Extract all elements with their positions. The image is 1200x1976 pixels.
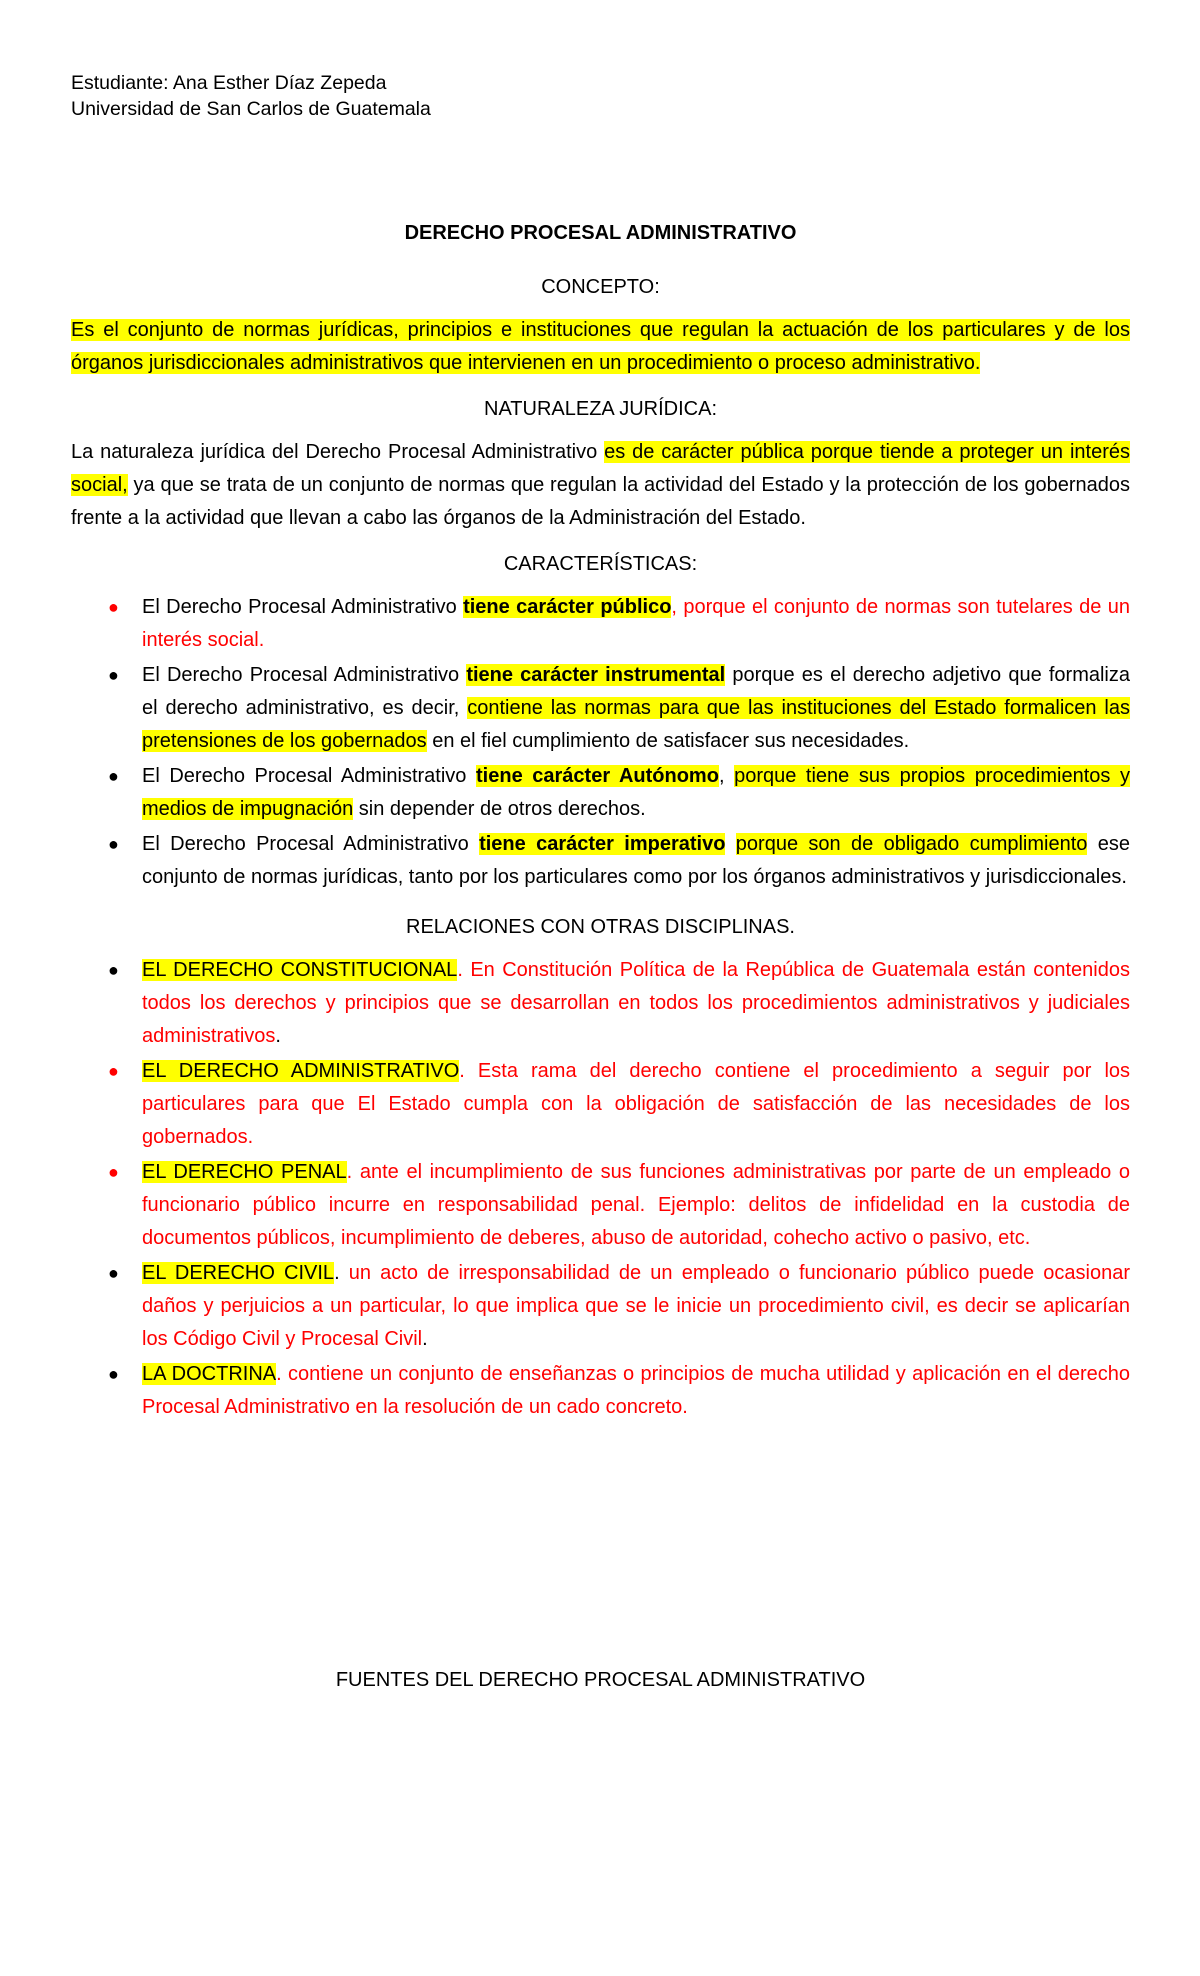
item-keyword: tiene carácter Autónomo [476, 765, 719, 787]
list-item [71, 954, 1130, 1053]
item-red-text: . ante el incumplimiento de sus funciones administrativas por parte de un empleado o funcionario público incurre en responsabilidad penal. Ejemplo: delitos de infidelidad en la custodia de documentos públicos, incumplimiento de deberes, abuso de autoridad, cohecho activo o pasivo, etc. [142, 1161, 1130, 1249]
list-item [71, 591, 1130, 657]
item-highlight: porque tiene sus propios procedimientos y medios de impugnación [142, 765, 1130, 820]
section-heading-fuentes: FUENTES DEL DERECHO PROCESAL ADMINISTRATIVO [335, 1669, 866, 1691]
bullet-icon: ● [108, 1061, 119, 1081]
concepto-paragraph [71, 314, 1130, 380]
item-text: El Derecho Procesal Administrativo [142, 664, 467, 686]
list-item [71, 659, 1130, 758]
discipline-label: EL DERECHO CONSTITUCIONAL [142, 959, 458, 981]
item-text: . [334, 1262, 340, 1284]
discipline-label: EL DERECHO PENAL [142, 1161, 347, 1183]
naturaleza-text-c: ya que se trata de un conjunto de normas que regulan la actividad del Estado y la protección de los gobernados frente a la actividad que llevan a cabo las órganos de la Administración del Estado. [71, 474, 1130, 529]
discipline-label: EL DERECHO ADMINISTRATIVO [142, 1060, 460, 1082]
item-text: El Derecho Procesal Administrativo [142, 596, 464, 618]
item-text: ese conjunto de normas jurídicas, tanto por los particulares como por los órganos administrativos y jurisdiccionales. [142, 833, 1130, 888]
item-text: porque es el derecho adjetivo que formaliza el derecho administrativo, es decir, [142, 664, 1131, 719]
bullet-icon: ● [108, 960, 119, 980]
document-header [71, 70, 431, 122]
item-red-text: . contiene un conjunto de enseñanzas o principios de mucha utilidad y aplicación en el derecho Procesal Administrativo en la resolución de un cado concreto. [142, 1363, 1130, 1418]
relaciones-list [71, 954, 1130, 1424]
naturaleza-paragraph [71, 436, 1130, 535]
list-item [71, 828, 1130, 894]
item-keyword: tiene carácter instrumental [466, 664, 726, 686]
bullet-icon: ● [108, 1162, 119, 1182]
document-title: DERECHO PROCESAL ADMINISTRATIVO [404, 222, 797, 244]
item-text: . [275, 1025, 281, 1047]
bullet-icon: ● [108, 766, 119, 786]
concepto-text: Es el conjunto de normas jurídicas, principios e instituciones que regulan la actuación de los particulares y de los órganos jurisdiccionales administrativos que intervienen en un procedimiento o proceso administrativo. [71, 319, 1130, 374]
discipline-label: EL DERECHO CIVIL [142, 1262, 335, 1284]
section-heading-caracteristicas: CARACTERÍSTICAS: [503, 553, 698, 575]
bullet-icon: ● [108, 1263, 119, 1283]
university-name: Universidad de San Carlos de Guatemala [71, 98, 431, 120]
discipline-label: LA DOCTRINA [142, 1363, 277, 1385]
bullet-icon: ● [108, 597, 119, 617]
list-item [71, 1358, 1130, 1424]
bullet-icon: ● [108, 665, 119, 685]
item-text: . [422, 1328, 428, 1350]
item-text: en el fiel cumplimiento de satisfacer sus necesidades. [426, 730, 910, 752]
naturaleza-text-highlight: es de carácter pública porque tiende a proteger un interés social, [71, 441, 1130, 496]
item-red-text: . Esta rama del derecho contiene el procedimiento a seguir por los particulares para que El Estado cumpla con la obligación de satisfacción de las necesidades de los gobernados. [142, 1060, 1131, 1148]
student-name: Estudiante: Ana Esther Díaz Zepeda [71, 72, 387, 94]
list-item [71, 1055, 1130, 1154]
item-text: sin depender de otros derechos. [353, 798, 646, 820]
naturaleza-text-a: La naturaleza jurídica del Derecho Procesal Administrativo [71, 441, 605, 463]
item-text [725, 833, 735, 855]
item-red-text: un acto de irresponsabilidad de un empleado o funcionario público puede ocasionar daños y perjuicios a un particular, lo que implica que se le inicie un procedimiento civil, es decir se aplicarían los Código Civil y Procesal Civil [142, 1262, 1130, 1350]
caracteristicas-list [71, 591, 1130, 894]
item-highlight: porque son de obligado cumplimiento [735, 833, 1088, 855]
item-red-text: En Constitución Política de la República de Guatemala están contenidos todos los derechos y principios que se desarrollan en todos los procedimientos administrativos y judiciales administrativos [142, 959, 1130, 1047]
item-text: El Derecho Procesal Administrativo [142, 765, 477, 787]
section-heading-concepto: CONCEPTO: [541, 276, 660, 298]
list-item [71, 760, 1130, 826]
section-heading-relaciones: RELACIONES CON OTRAS DISCIPLINAS. [406, 916, 795, 938]
item-text: El Derecho Procesal Administrativo [142, 833, 480, 855]
list-item [71, 1156, 1130, 1255]
item-red-text: . [457, 959, 463, 981]
item-keyword: tiene carácter público [463, 596, 672, 618]
bullet-icon: ● [108, 834, 119, 854]
document-body [71, 220, 1130, 1444]
list-item [71, 1257, 1130, 1356]
bullet-icon: ● [108, 1364, 119, 1384]
section-heading-naturaleza: NATURALEZA JURÍDICA: [484, 398, 717, 420]
item-highlight: contiene las normas para que las instituciones del Estado formalicen las pretensiones de los gobernados [142, 697, 1130, 752]
item-keyword: tiene carácter imperativo [479, 833, 726, 855]
item-text: , [718, 765, 735, 787]
item-red-text: , porque el conjunto de normas son tutelares de un interés social. [142, 596, 1130, 651]
